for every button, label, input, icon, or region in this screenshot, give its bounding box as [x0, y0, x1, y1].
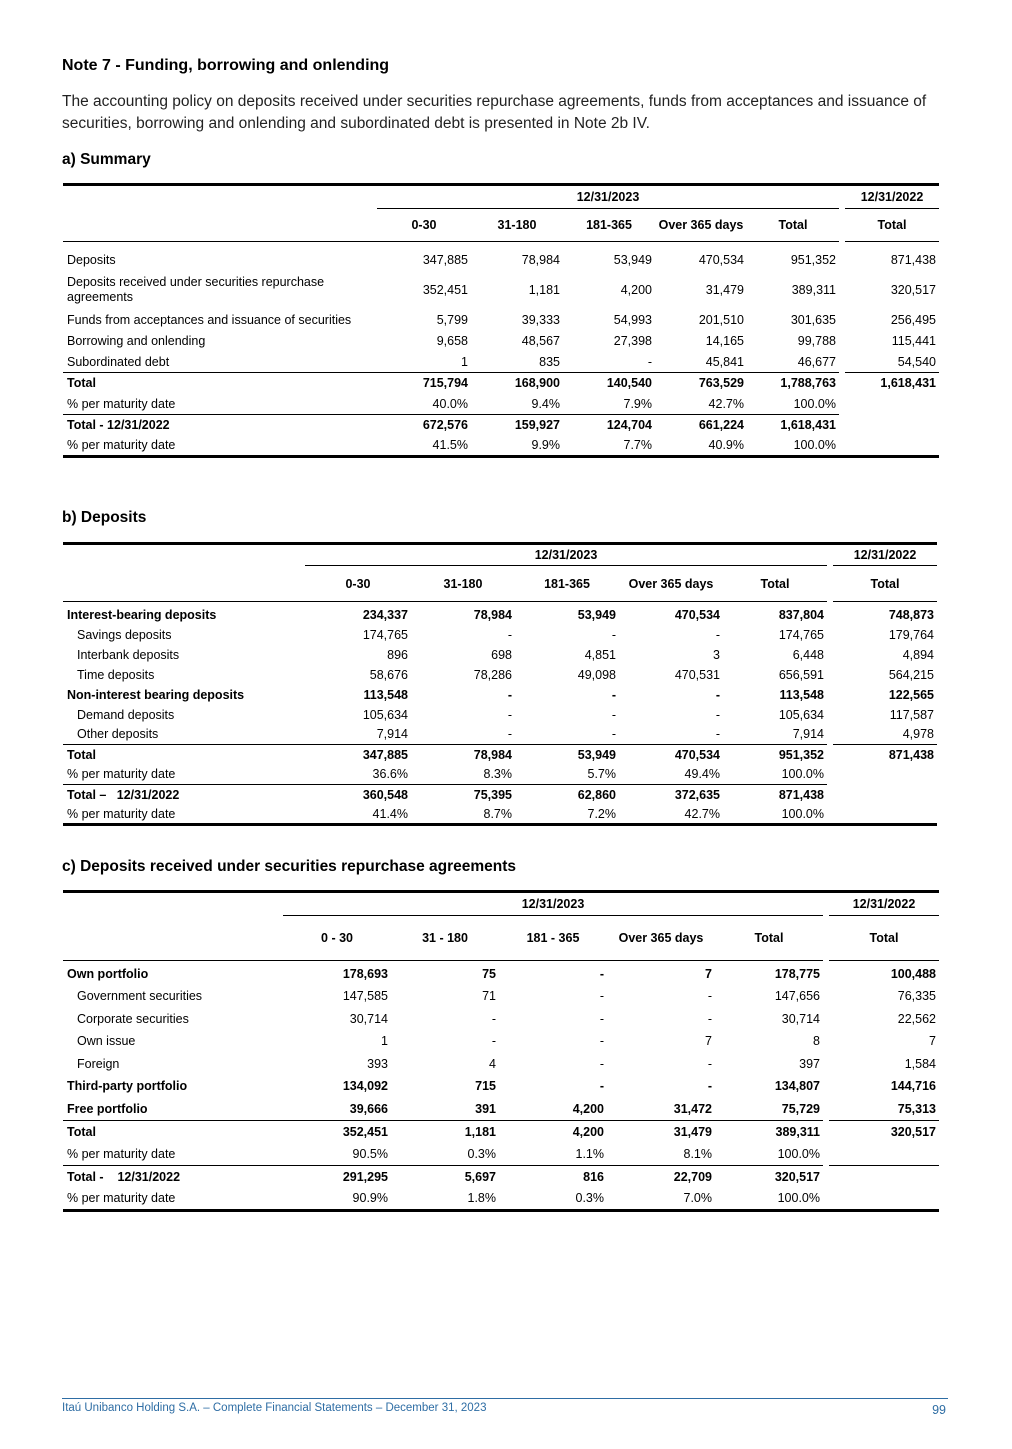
cell-value: 1.8%: [391, 1188, 499, 1211]
table-row: [63, 665, 937, 685]
cell-value: -: [491, 1034, 496, 1049]
cell-value: -: [611, 627, 616, 642]
cell-value: 661,224: [655, 415, 747, 436]
cell-value: -: [611, 707, 616, 722]
cell-value: 871,438: [890, 253, 936, 267]
cell-value: 100.0%: [747, 436, 839, 457]
cell-value: 134,807: [774, 1079, 820, 1094]
cell-value: 470,534: [674, 607, 720, 622]
cell-value: 347,885: [305, 745, 411, 765]
cell-value: 715,794: [377, 373, 471, 394]
cell-value: 42.7%: [708, 396, 744, 411]
cell-value: 40.0%: [432, 396, 468, 411]
cell-value: 360,548: [305, 785, 411, 805]
cell-value: 105,634: [362, 707, 408, 722]
cell-value: 45,841: [705, 354, 744, 369]
intro-paragraph: The accounting policy on deposits received under securities repurchase agreements, funds from acceptances and issuance of securities, borrowing and onlending and subordinated debt is presented in Note 2b IV.: [62, 93, 927, 132]
cell-value: 7: [705, 966, 712, 981]
cell-value: 763,529: [655, 373, 747, 394]
cell-value: 715: [475, 1079, 496, 1094]
row-label: Interest-bearing deposits: [67, 607, 217, 622]
row-label: Total - 12/31/2022: [63, 1165, 283, 1188]
period-prior-header: 12/31/2022: [833, 544, 937, 566]
cell-value: 22,562: [897, 1011, 936, 1026]
cell-value: 100.0%: [781, 767, 824, 782]
cell-value: -: [707, 989, 712, 1004]
cell-value: 117,587: [889, 707, 934, 722]
cell-value: 7.0%: [607, 1188, 715, 1211]
cell-value: 0.3%: [467, 1146, 496, 1161]
cell-value: -: [715, 727, 720, 742]
cell-value: 470,531: [674, 667, 720, 682]
cell-value: 951,352: [723, 745, 827, 765]
cell-value: 4,200: [499, 1120, 607, 1143]
cell-value: 7: [929, 1034, 936, 1049]
row-label: % per maturity date: [67, 1146, 176, 1161]
cell-value: 75,313: [897, 1101, 936, 1116]
table-row: [63, 250, 939, 271]
cell-value: 3: [713, 647, 720, 662]
cell-value: -: [715, 707, 720, 722]
cell-value: 234,337: [362, 607, 408, 622]
total-row: [63, 1120, 939, 1143]
col-header: 0-30: [377, 209, 471, 242]
cell-value: 871,438: [723, 785, 827, 805]
col-header: 181-365: [563, 209, 655, 242]
cell-value: 100.0%: [723, 805, 827, 825]
cell-value: 201,510: [698, 312, 744, 327]
cell-value: 291,295: [283, 1165, 391, 1188]
cell-value: 8.7%: [411, 805, 515, 825]
cell-value: [829, 1188, 939, 1211]
cell-value: 140,540: [563, 373, 655, 394]
cell-value: -: [611, 687, 616, 702]
cell-value: 1,181: [391, 1120, 499, 1143]
cell-value: 672,576: [377, 415, 471, 436]
cell-value: 134,092: [342, 1079, 388, 1094]
cell-value: 90.9%: [283, 1188, 391, 1211]
col-header: Total: [833, 566, 937, 602]
col-header: 0 - 30: [283, 916, 391, 961]
table-row: [63, 394, 939, 415]
cell-value: 7,914: [376, 727, 408, 742]
cell-value: 122,565: [888, 687, 934, 702]
cell-value: 389,311: [715, 1120, 823, 1143]
cell-value: 159,927: [471, 415, 563, 436]
cell-value: 75,729: [781, 1101, 820, 1116]
cell-value: 7: [705, 1034, 712, 1049]
row-label: Corporate securities: [77, 1011, 189, 1026]
cell-value: 53,949: [613, 253, 652, 267]
footer-divider: [62, 1398, 948, 1399]
cell-value: 78,984: [521, 253, 560, 267]
cell-value: 389,311: [791, 282, 836, 297]
table-row: [63, 685, 937, 705]
row-label: % per maturity date: [63, 805, 305, 825]
table-row: [63, 1143, 939, 1166]
total-row: [63, 785, 937, 805]
col-header: 31 - 180: [391, 916, 499, 961]
cell-value: 100.0%: [715, 1188, 823, 1211]
cell-value: 71: [482, 989, 496, 1004]
cell-value: 53,949: [577, 607, 616, 622]
cell-value: 0.3%: [499, 1188, 607, 1211]
row-label: Total – 12/31/2022: [63, 785, 305, 805]
page-number: 99: [932, 1403, 946, 1417]
cell-value: 174,765: [778, 627, 824, 642]
cell-value: 256,495: [890, 312, 936, 327]
row-label: Total: [63, 745, 305, 765]
period-current-header: 12/31/2023: [283, 892, 823, 916]
cell-value: 58,676: [369, 667, 408, 682]
cell-value: 352,451: [283, 1120, 391, 1143]
row-label: % per maturity date: [63, 436, 377, 457]
cell-value: 53,949: [515, 745, 619, 765]
cell-value: 1,618,431: [747, 415, 839, 436]
cell-value: 951,352: [790, 253, 836, 267]
table-row: [63, 352, 939, 373]
cell-value: 4: [489, 1056, 496, 1071]
cell-value: 372,635: [619, 785, 723, 805]
row-label: Free portfolio: [67, 1101, 148, 1116]
row-label: Other deposits: [77, 727, 159, 742]
cell-value: [833, 785, 937, 805]
footer-text: Itaú Unibanco Holding S.A. – Complete Financial Statements – December 31, 2023: [62, 1402, 487, 1414]
row-label: % per maturity date: [67, 767, 176, 782]
cell-value: 27,398: [613, 334, 652, 348]
cell-value: -: [599, 1011, 604, 1026]
cell-value: -: [599, 1034, 604, 1049]
total-row: [63, 373, 939, 394]
cell-value: 14,165: [705, 334, 744, 348]
table-row: [63, 331, 939, 352]
repo-title: c) Deposits received under securities repurchase agreements: [62, 858, 517, 875]
cell-value: 9.9%: [471, 436, 563, 457]
cell-value: 7.2%: [515, 805, 619, 825]
cell-value: 470,534: [619, 745, 723, 765]
cell-value: 48,567: [521, 334, 560, 348]
row-label: % per maturity date: [63, 1188, 283, 1211]
row-label: Funds from acceptances and issuance of securities: [67, 312, 352, 327]
total-row: [63, 745, 937, 765]
cell-value: 4,978: [902, 727, 934, 742]
row-label: Deposits received under securities repurchase agreements: [67, 274, 325, 304]
table-row: [63, 1098, 939, 1121]
table-row: [63, 605, 937, 625]
cell-value: -: [715, 627, 720, 642]
table-row: [63, 805, 937, 825]
row-label: Savings deposits: [77, 627, 172, 642]
col-header: Total: [747, 209, 839, 242]
cell-value: 168,900: [471, 373, 563, 394]
cell-value: 896: [387, 647, 408, 662]
cell-value: -: [599, 1079, 604, 1094]
cell-value: 78,984: [411, 745, 515, 765]
cell-value: -: [507, 727, 512, 742]
cell-value: 31,479: [705, 282, 744, 297]
col-header: 181-365: [515, 566, 619, 602]
note-title: Note 7 - Funding, borrowing and onlending: [62, 57, 390, 74]
cell-value: [829, 1165, 939, 1188]
cell-value: 1,181: [528, 282, 560, 297]
cell-value: 4,200: [572, 1101, 604, 1116]
table-row: [63, 271, 939, 309]
cell-value: 41.5%: [377, 436, 471, 457]
cell-value: 301,635: [790, 312, 836, 327]
summary-table: [63, 183, 939, 458]
cell-value: -: [707, 1079, 712, 1094]
cell-value: 352,451: [422, 282, 468, 297]
cell-value: 1,584: [904, 1056, 936, 1071]
cell-value: -: [599, 989, 604, 1004]
cell-value: 54,540: [897, 354, 936, 369]
col-header: Total: [723, 566, 827, 602]
cell-value: 320,517: [829, 1120, 939, 1143]
col-header: Total: [845, 209, 939, 242]
cell-value: 7,914: [792, 727, 824, 742]
cell-value: 78,286: [473, 667, 512, 682]
col-header: 31-180: [471, 209, 563, 242]
period-prior-header: 12/31/2022: [845, 185, 939, 209]
col-header: 31-180: [411, 566, 515, 602]
cell-value: 178,693: [342, 966, 388, 981]
cell-value: 1.1%: [575, 1146, 604, 1161]
cell-value: 9,658: [436, 334, 468, 348]
cell-value: 99,788: [797, 334, 836, 348]
cell-value: 1,618,431: [845, 373, 939, 394]
cell-value: -: [715, 687, 720, 702]
cell-value: 4,200: [620, 282, 652, 297]
cell-value: 22,709: [607, 1165, 715, 1188]
col-header: 0-30: [305, 566, 411, 602]
cell-value: 147,656: [774, 989, 820, 1004]
table-row: [63, 1030, 939, 1053]
cell-value: 656,591: [778, 667, 824, 682]
cell-value: -: [647, 354, 652, 369]
cell-value: 113,548: [779, 687, 824, 702]
cell-value: 347,885: [422, 253, 468, 267]
period-current-header: 12/31/2023: [377, 185, 839, 209]
cell-value: -: [507, 687, 512, 702]
row-label: Demand deposits: [77, 707, 175, 722]
table-row: [63, 963, 939, 986]
cell-value: 41.4%: [305, 805, 411, 825]
cell-value: -: [707, 1011, 712, 1026]
cell-value: 391: [475, 1101, 496, 1116]
cell-value: 49.4%: [684, 767, 720, 782]
cell-value: 320,517: [890, 282, 936, 297]
cell-value: [845, 415, 939, 436]
repo-table: [63, 890, 939, 1212]
cell-value: 5.7%: [587, 767, 616, 782]
table-row: [63, 765, 937, 785]
col-header: 181 - 365: [499, 916, 607, 961]
cell-value: 871,438: [833, 745, 937, 765]
row-label: Total - 12/31/2022: [63, 415, 377, 436]
row-label: Deposits: [67, 253, 116, 267]
cell-value: 397: [799, 1056, 820, 1071]
deposits-title: b) Deposits: [62, 509, 147, 526]
deposits-table: [63, 542, 937, 826]
row-label: Total: [63, 1120, 283, 1143]
table-row: [63, 625, 937, 645]
cell-value: 837,804: [778, 607, 824, 622]
cell-value: 62,860: [515, 785, 619, 805]
cell-value: 1: [381, 1034, 388, 1049]
cell-value: 470,534: [698, 253, 744, 267]
table-row: [63, 985, 939, 1008]
cell-value: 5,799: [436, 312, 468, 327]
table-row: [63, 309, 939, 331]
cell-value: 564,215: [888, 667, 934, 682]
cell-value: [833, 765, 937, 785]
cell-value: 30,714: [781, 1011, 820, 1026]
period-prior-header: 12/31/2022: [829, 892, 939, 916]
cell-value: -: [599, 966, 604, 981]
cell-value: 124,704: [563, 415, 655, 436]
cell-value: 4,894: [902, 647, 934, 662]
row-label: Own portfolio: [67, 966, 149, 981]
cell-value: 5,697: [391, 1165, 499, 1188]
row-label: Time deposits: [77, 667, 155, 682]
cell-value: 31,472: [673, 1101, 712, 1116]
cell-value: 8: [813, 1034, 820, 1049]
cell-value: 178,775: [774, 966, 820, 981]
cell-value: 1: [461, 354, 468, 369]
table-row: [63, 1008, 939, 1031]
cell-value: 39,333: [521, 312, 560, 327]
row-label: % per maturity date: [67, 396, 176, 411]
row-label: Total: [63, 373, 377, 394]
cell-value: 8.1%: [683, 1146, 712, 1161]
cell-value: 100.0%: [777, 1146, 820, 1161]
cell-value: 76,335: [897, 989, 936, 1004]
cell-value: 748,873: [888, 607, 934, 622]
cell-value: 9.4%: [531, 396, 560, 411]
header-blank: [63, 185, 377, 209]
cell-value: 105,634: [778, 707, 824, 722]
cell-value: [845, 394, 939, 415]
col-header: Over 365 days: [655, 209, 747, 242]
cell-value: 4,851: [584, 647, 616, 662]
cell-value: 40.9%: [655, 436, 747, 457]
cell-value: 49,098: [577, 667, 616, 682]
col-header: Total: [829, 916, 939, 961]
cell-value: 39,666: [349, 1101, 388, 1116]
cell-value: 179,764: [888, 627, 934, 642]
row-label: Borrowing and onlending: [67, 334, 206, 348]
cell-value: 147,585: [342, 989, 388, 1004]
cell-value: 31,479: [607, 1120, 715, 1143]
cell-value: 816: [499, 1165, 607, 1188]
cell-value: 144,716: [890, 1079, 936, 1094]
cell-value: 115,441: [891, 334, 936, 348]
cell-value: [845, 436, 939, 457]
row-label: Interbank deposits: [77, 647, 180, 662]
cell-value: 7.9%: [623, 396, 652, 411]
cell-value: 75: [482, 966, 496, 981]
cell-value: 100,488: [890, 966, 936, 981]
table-row: [63, 1188, 939, 1211]
cell-value: -: [707, 1056, 712, 1071]
row-label: Subordinated debt: [67, 354, 170, 369]
cell-value: [833, 805, 937, 825]
cell-value: 42.7%: [619, 805, 723, 825]
total-row: [63, 1165, 939, 1188]
cell-value: 54,993: [613, 312, 652, 327]
row-label: Non-interest bearing deposits: [67, 687, 245, 702]
table-row: [63, 436, 939, 457]
cell-value: 698: [491, 647, 512, 662]
table-row: [63, 1075, 939, 1098]
col-header: Total: [715, 916, 823, 961]
total-row: [63, 415, 939, 436]
cell-value: 90.5%: [352, 1146, 388, 1161]
table-row: [63, 645, 937, 665]
table-row: [63, 725, 937, 745]
cell-value: 113,548: [363, 687, 408, 702]
table-row: [63, 705, 937, 725]
cell-value: 100.0%: [793, 396, 836, 411]
cell-value: -: [611, 727, 616, 742]
cell-value: 78,984: [473, 607, 512, 622]
cell-value: -: [507, 627, 512, 642]
cell-value: 174,765: [362, 627, 408, 642]
cell-value: 6,448: [792, 647, 824, 662]
cell-value: 30,714: [349, 1011, 388, 1026]
cell-value: 393: [367, 1056, 388, 1071]
summary-title: a) Summary: [62, 151, 151, 168]
cell-value: -: [507, 707, 512, 722]
cell-value: 1,788,763: [747, 373, 839, 394]
row-label: Own issue: [77, 1034, 136, 1049]
col-header: Over 365 days: [619, 566, 723, 602]
cell-value: [829, 1143, 939, 1166]
table-row: [63, 1053, 939, 1076]
cell-value: 46,677: [797, 354, 836, 369]
cell-value: 75,395: [411, 785, 515, 805]
cell-value: -: [599, 1056, 604, 1071]
cell-value: 7.7%: [563, 436, 655, 457]
col-header: Over 365 days: [607, 916, 715, 961]
row-label: Government securities: [77, 989, 203, 1004]
row-label: Third-party portfolio: [67, 1079, 188, 1094]
cell-value: -: [491, 1011, 496, 1026]
cell-value: 36.6%: [372, 767, 408, 782]
period-current-header: 12/31/2023: [305, 544, 827, 566]
cell-value: 320,517: [715, 1165, 823, 1188]
cell-value: 835: [539, 354, 560, 369]
row-label: Foreign: [77, 1056, 120, 1071]
cell-value: 8.3%: [483, 767, 512, 782]
